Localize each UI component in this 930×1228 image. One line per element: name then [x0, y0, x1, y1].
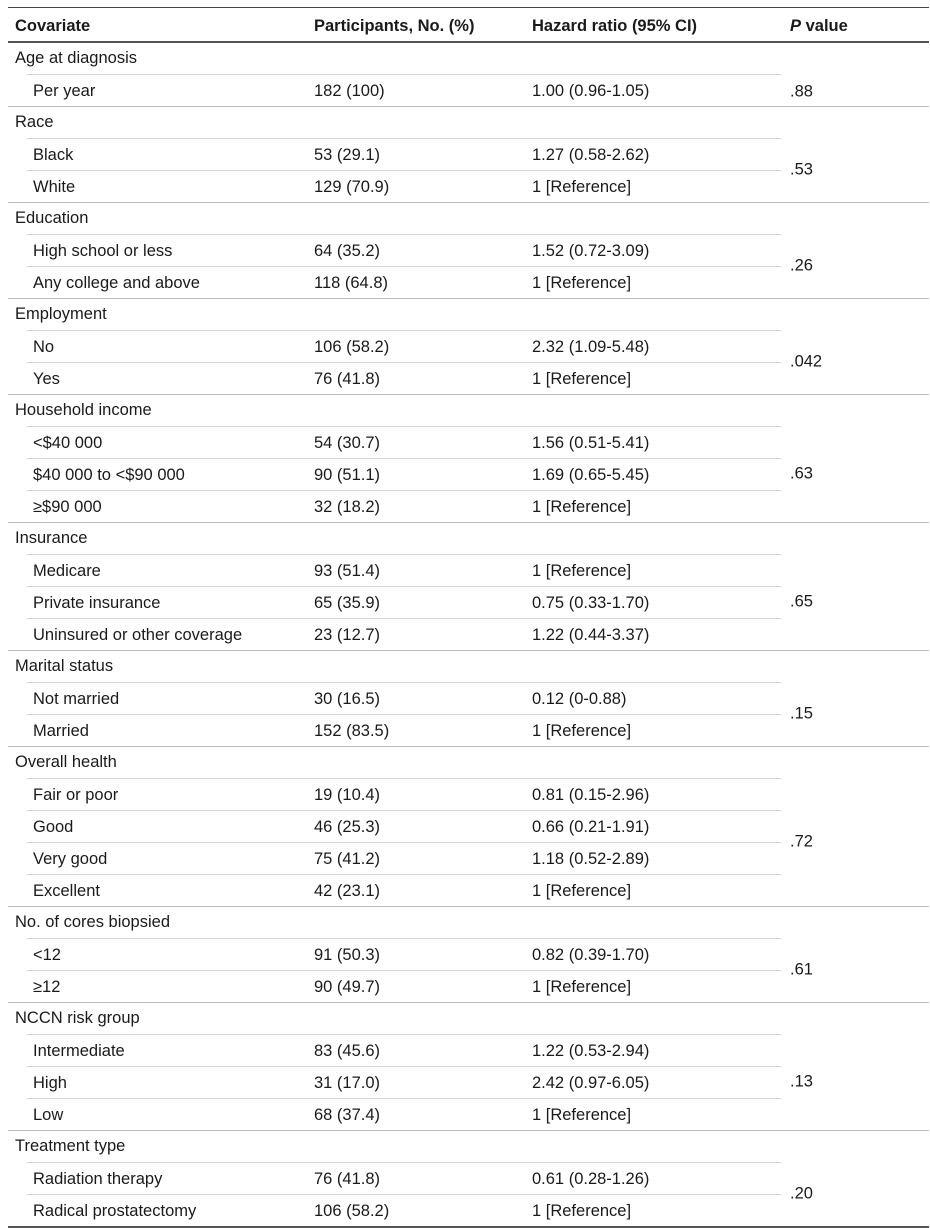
row-label: Very good — [33, 850, 108, 868]
row-label: No — [33, 338, 55, 356]
group-name: Household income — [15, 401, 152, 419]
participants-cell: 75 (41.2) — [314, 850, 381, 868]
header-hazard-ratio: Hazard ratio (95% CI) — [532, 17, 698, 35]
participants-cell: 65 (35.9) — [314, 594, 381, 612]
row-label: $40 000 to <$90 000 — [33, 466, 185, 484]
hazard-ratio-cell: 0.61 (0.28-1.26) — [532, 1170, 650, 1188]
row-divider — [27, 682, 781, 683]
row-divider — [27, 362, 781, 363]
row-divider — [27, 554, 781, 555]
hazard-ratio-cell: 1 [Reference] — [532, 178, 632, 196]
row-label: ≥$90 000 — [33, 498, 102, 516]
group-name: Insurance — [15, 529, 88, 547]
group-header — [8, 43, 929, 74]
participants-cell: 42 (23.1) — [314, 882, 381, 900]
row-label: High — [33, 1074, 67, 1092]
hazard-ratio-cell: 1 [Reference] — [532, 1202, 632, 1220]
table-row — [8, 1098, 929, 1130]
hazard-ratio-cell: 1.56 (0.51-5.41) — [532, 434, 650, 452]
covariate-group — [8, 907, 929, 1003]
group-rows — [8, 778, 929, 906]
hazard-ratio-cell: 1 [Reference] — [532, 882, 632, 900]
participants-cell: 31 (17.0) — [314, 1074, 381, 1092]
participants-cell: 83 (45.6) — [314, 1042, 381, 1060]
covariate-group — [8, 43, 929, 107]
hazard-ratio-cell: 1 [Reference] — [532, 722, 632, 740]
group-header — [8, 907, 929, 938]
header-participants: Participants, No. (%) — [314, 17, 475, 35]
group-header — [8, 1003, 929, 1034]
row-label: Excellent — [33, 882, 100, 900]
hazard-ratio-cell: 0.75 (0.33-1.70) — [532, 594, 650, 612]
group-header — [8, 299, 929, 330]
participants-cell: 76 (41.8) — [314, 370, 381, 388]
covariate-group — [8, 1131, 929, 1228]
row-label: Good — [33, 818, 74, 836]
hazard-ratio-cell: 1 [Reference] — [532, 274, 632, 292]
table-row — [8, 490, 929, 522]
table-header — [8, 8, 929, 43]
group-rows — [8, 138, 929, 202]
hazard-ratio-cell: 2.32 (1.09-5.48) — [532, 338, 650, 356]
row-divider — [27, 874, 781, 875]
group-name: NCCN risk group — [15, 1009, 140, 1027]
participants-cell: 90 (51.1) — [314, 466, 381, 484]
group-name: Overall health — [15, 753, 117, 771]
row-divider — [27, 266, 781, 267]
group-rows — [8, 938, 929, 1002]
row-label: Radiation therapy — [33, 1170, 163, 1188]
row-label: ≥12 — [33, 978, 61, 996]
hazard-ratio-table — [8, 7, 929, 1228]
group-header — [8, 651, 929, 682]
row-label: Intermediate — [33, 1042, 125, 1060]
row-label: Any college and above — [33, 274, 200, 292]
participants-cell: 118 (64.8) — [314, 274, 388, 292]
table-row — [8, 426, 929, 458]
group-rows — [8, 330, 929, 394]
group-name: Race — [15, 113, 54, 131]
table-row — [8, 554, 929, 586]
table-row — [8, 778, 929, 810]
participants-cell: 68 (37.4) — [314, 1106, 381, 1124]
participants-cell: 64 (35.2) — [314, 242, 381, 260]
covariate-group — [8, 651, 929, 747]
hazard-ratio-cell: 1.69 (0.65-5.45) — [532, 466, 650, 484]
participants-cell: 46 (25.3) — [314, 818, 381, 836]
row-divider — [27, 586, 781, 587]
participants-cell: 106 (58.2) — [314, 1202, 390, 1220]
row-label: Radical prostatectomy — [33, 1202, 197, 1220]
group-name: Employment — [15, 305, 107, 323]
row-label: Married — [33, 722, 89, 740]
p-value-cell: .042 — [790, 352, 823, 371]
row-divider — [27, 1194, 781, 1195]
row-divider — [27, 618, 781, 619]
participants-cell: 30 (16.5) — [314, 690, 381, 708]
row-divider — [27, 170, 781, 171]
row-label: White — [33, 178, 76, 196]
header-p-value: P value — [790, 17, 848, 35]
table-row — [8, 618, 929, 650]
row-divider — [27, 1066, 781, 1067]
row-divider — [27, 74, 781, 75]
group-name: No. of cores biopsied — [15, 913, 171, 931]
hazard-ratio-cell: 0.66 (0.21-1.91) — [532, 818, 650, 836]
hazard-ratio-cell: 0.81 (0.15-2.96) — [532, 786, 650, 804]
covariate-group — [8, 299, 929, 395]
row-label: Private insurance — [33, 594, 161, 612]
hazard-ratio-cell: 0.12 (0-0.88) — [532, 690, 627, 708]
covariate-group — [8, 523, 929, 651]
group-name: Marital status — [15, 657, 114, 675]
row-label: High school or less — [33, 242, 173, 260]
participants-cell: 91 (50.3) — [314, 946, 381, 964]
hazard-ratio-cell: 1.52 (0.72-3.09) — [532, 242, 650, 260]
p-value-cell: .15 — [790, 704, 813, 723]
group-rows — [8, 1034, 929, 1130]
row-divider — [27, 778, 781, 779]
row-divider — [27, 1034, 781, 1035]
p-value-cell: .61 — [790, 960, 813, 979]
hazard-ratio-cell: 1.00 (0.96-1.05) — [532, 82, 650, 100]
participants-cell: 19 (10.4) — [314, 786, 381, 804]
hazard-ratio-cell: 1 [Reference] — [532, 498, 632, 516]
p-value-cell: .20 — [790, 1184, 813, 1203]
covariate-group — [8, 203, 929, 299]
row-label: Low — [33, 1106, 64, 1124]
table-body — [8, 43, 929, 1228]
row-divider — [27, 938, 781, 939]
row-label: Not married — [33, 690, 120, 708]
p-value-cell: .63 — [790, 464, 813, 483]
p-value-cell: .88 — [790, 82, 813, 101]
row-divider — [27, 810, 781, 811]
p-value-cell: .13 — [790, 1072, 813, 1091]
p-value-cell: .53 — [790, 160, 813, 179]
hazard-ratio-cell: 1 [Reference] — [532, 978, 632, 996]
group-rows — [8, 426, 929, 522]
group-header — [8, 203, 929, 234]
hazard-ratio-cell: 1 [Reference] — [532, 562, 632, 580]
group-rows — [8, 554, 929, 650]
hazard-ratio-cell: 1 [Reference] — [532, 370, 632, 388]
hazard-ratio-cell: 1.22 (0.44-3.37) — [532, 626, 650, 644]
hazard-ratio-cell: 1.22 (0.53-2.94) — [532, 1042, 650, 1060]
hazard-ratio-cell: 1.18 (0.52-2.89) — [532, 850, 650, 868]
row-label: Medicare — [33, 562, 101, 580]
participants-cell: 54 (30.7) — [314, 434, 381, 452]
row-divider — [27, 234, 781, 235]
group-rows — [8, 234, 929, 298]
covariate-group — [8, 395, 929, 523]
group-header — [8, 395, 929, 426]
row-divider — [27, 1162, 781, 1163]
row-divider — [27, 1098, 781, 1099]
participants-cell: 106 (58.2) — [314, 338, 390, 356]
covariate-group — [8, 1003, 929, 1131]
participants-cell: 93 (51.4) — [314, 562, 381, 580]
row-label: Yes — [33, 370, 60, 388]
participants-cell: 182 (100) — [314, 82, 385, 100]
participants-cell: 90 (49.7) — [314, 978, 381, 996]
group-rows — [8, 74, 929, 106]
group-name: Age at diagnosis — [15, 49, 138, 67]
hazard-ratio-cell: 1.27 (0.58-2.62) — [532, 146, 650, 164]
row-divider — [27, 138, 781, 139]
group-header — [8, 107, 929, 138]
row-divider — [27, 842, 781, 843]
row-label: Black — [33, 146, 74, 164]
participants-cell: 53 (29.1) — [314, 146, 381, 164]
row-divider — [27, 714, 781, 715]
group-header — [8, 747, 929, 778]
group-name: Education — [15, 209, 89, 227]
participants-cell: 32 (18.2) — [314, 498, 381, 516]
row-divider — [27, 970, 781, 971]
table-row — [8, 874, 929, 906]
table-row — [8, 1034, 929, 1066]
participants-cell: 152 (83.5) — [314, 722, 390, 740]
hazard-ratio-cell: 2.42 (0.97-6.05) — [532, 1074, 650, 1092]
row-divider — [27, 490, 781, 491]
hazard-ratio-cell: 0.82 (0.39-1.70) — [532, 946, 650, 964]
hazard-ratio-cell: 1 [Reference] — [532, 1106, 632, 1124]
row-label: Per year — [33, 82, 96, 100]
participants-cell: 23 (12.7) — [314, 626, 381, 644]
p-value-cell: .26 — [790, 256, 813, 275]
covariate-group — [8, 747, 929, 907]
group-header — [8, 523, 929, 554]
row-divider — [27, 330, 781, 331]
header-covariate: Covariate — [15, 17, 91, 35]
group-name: Treatment type — [15, 1137, 126, 1155]
row-label: <$40 000 — [33, 434, 103, 452]
row-label: Fair or poor — [33, 786, 119, 804]
row-divider — [27, 458, 781, 459]
p-value-cell: .72 — [790, 832, 813, 851]
row-label: Uninsured or other coverage — [33, 626, 243, 644]
p-value-cell: .65 — [790, 592, 813, 611]
row-label: <12 — [33, 946, 61, 964]
group-header — [8, 1131, 929, 1162]
group-rows — [8, 1162, 929, 1226]
group-rows — [8, 682, 929, 746]
participants-cell: 129 (70.9) — [314, 178, 390, 196]
row-divider — [27, 426, 781, 427]
covariate-group — [8, 107, 929, 203]
participants-cell: 76 (41.8) — [314, 1170, 381, 1188]
